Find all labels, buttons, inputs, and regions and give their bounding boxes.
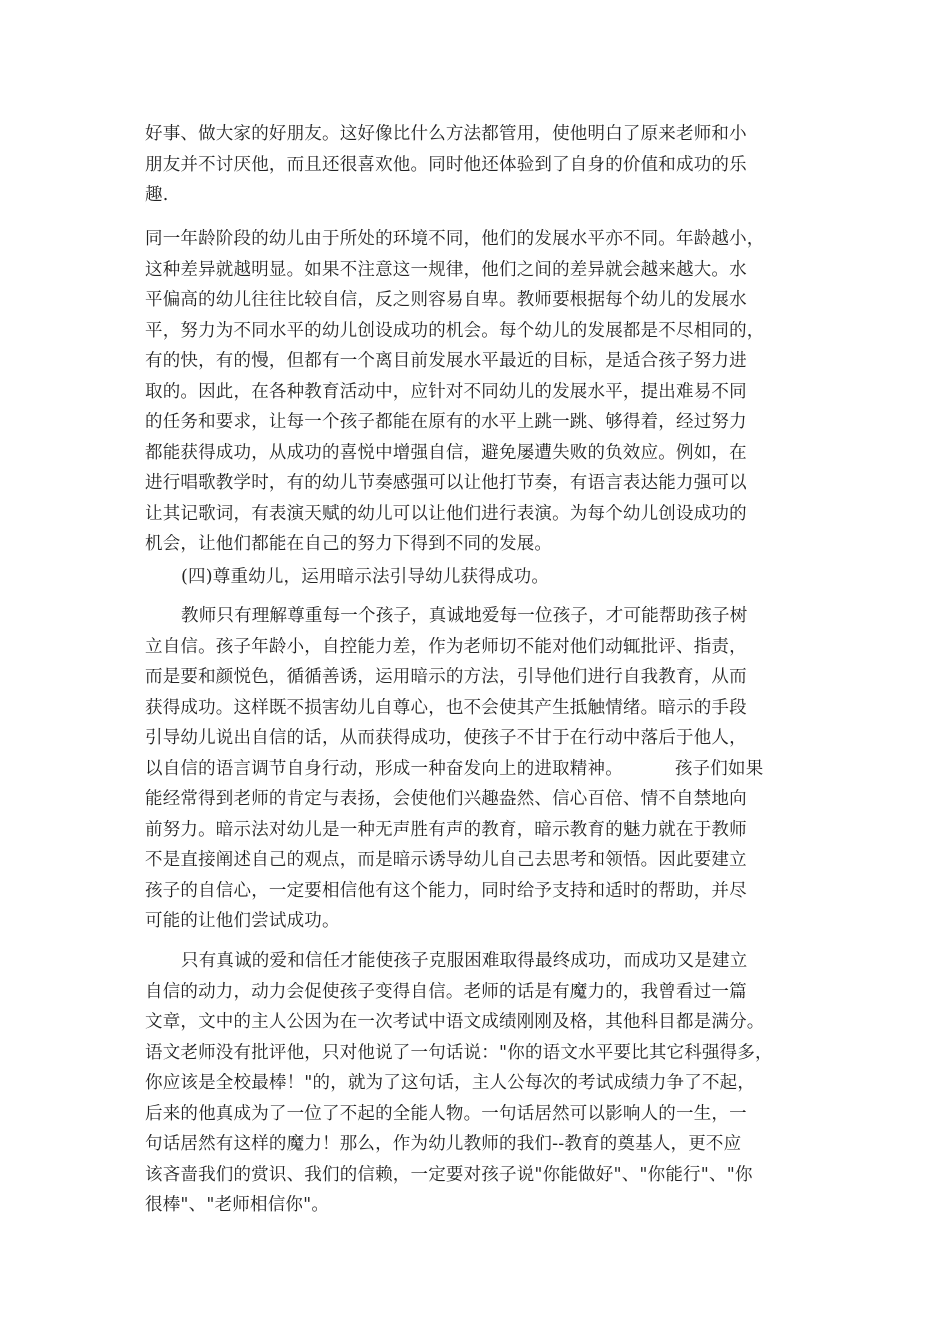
text-line: 进行唱歌教学时，有的幼儿节奏感强可以让他打节奏，有语言表达能力强可以 (145, 473, 747, 493)
text-line: 的任务和要求，让每一个孩子都能在原有的水平上跳一跳、够得着，经过努力 (145, 412, 747, 432)
text-line: 平，努力为不同水平的幼儿创设成功的机会。每个幼儿的发展都是不尽相同的， (145, 320, 765, 341)
text-line: 能经常得到老师的肯定与表扬，会使他们兴趣盎然、信心百倍、情不自禁地向 (145, 789, 747, 809)
text-line: 让其记歌词，有表演天赋的幼儿可以让他们进行表演。为每个幼儿创设成功的 (145, 503, 747, 524)
text-line: 立自信。孩子年龄小，自控能力差，作为老师切不能对他们动辄批评、指责， (145, 636, 747, 657)
text-line: 获得成功。这样既不损害幼儿自尊心，也不会使其产生抵触情绪。暗示的手段 (145, 697, 747, 718)
text-line: 自信的动力，动力会促使孩子变得自信。老师的话是有魔力的，我曾看过一篇 (145, 981, 747, 1002)
text-line: 趣. (145, 185, 169, 205)
text-line: 好事、做大家的好朋友。这好像比什么方法都管用，使他明白了原来老师和小 (145, 124, 747, 144)
paragraph-1 (145, 119, 805, 211)
text-line: 不是直接阐述自己的观点，而是暗示诱导幼儿自己去思考和领悟。因此要建立 (145, 850, 747, 870)
text-line-with-gap (145, 754, 805, 785)
text-line: 这种差异就越明显。如果不注意这一规律，他们之间的差异就会越来越大。水 (145, 259, 747, 280)
text-line: 平偏高的幼儿往往比较自信，反之则容易自卑。教师要根据每个幼儿的发展水 (145, 290, 747, 310)
paragraph-2 (145, 224, 805, 560)
section-heading: (四)尊重幼儿，运用暗示法引导幼儿获得成功。 (181, 567, 550, 587)
text-segment: 以自信的语言调节自身行动，形成一种奋发向上的进取精神。 (145, 758, 623, 779)
text-line: 很棒"、"老师相信你"。 (145, 1195, 330, 1215)
text-line: 前努力。暗示法对幼儿是一种无声胜有声的教育，暗示教育的魅力就在于教师 (145, 819, 747, 840)
text-line: 句话居然有这样的魔力！那么，作为幼儿教师的我们--教育的奠基人，更不应 (145, 1134, 742, 1154)
paragraph-5 (145, 946, 805, 1221)
text-line: 孩子的自信心，一定要相信他有这个能力，同时给予支持和适时的帮助，并尽 (145, 880, 747, 901)
text-line: 可能的让他们尝试成功。 (145, 911, 340, 931)
section-heading-paragraph (145, 562, 805, 593)
text-line: 而是要和颜悦色，循循善诱，运用暗示的方法，引导他们进行自我教育，从而 (145, 667, 747, 687)
text-line: 机会，让他们都能在自己的努力下得到不同的发展。 (145, 534, 553, 554)
text-line: 语文老师没有批评他，只对他说了一句话说："你的语文水平要比其它科强得多， (145, 1042, 773, 1063)
paragraph-4 (145, 601, 805, 937)
text-line: 都能获得成功，从成功的喜悦中增强自信，避免屡遭失败的负效应。例如，在 (145, 442, 747, 463)
text-line: 后来的他真成为了一位了不起的全能人物。一句话居然可以影响人的一生，一 (145, 1103, 747, 1124)
text-line: 你应该是全校最棒！"的，就为了这句话，主人公每次的考试成绩力争了不起， (145, 1073, 756, 1093)
text-line: 引导幼儿说出自信的话，从而获得成功，使孩子不甘于在行动中落后于他人， (145, 728, 747, 748)
text-line: 文章，文中的主人公因为在一次考试中语文成绩刚刚及格，其他科目都是满分。 (145, 1012, 765, 1032)
text-line: 教师只有理解尊重每一个孩子，真诚地爱每一位孩子，才可能帮助孩子树 (181, 606, 748, 626)
text-line: 有的快，有的慢，但都有一个离目前发展水平最近的目标，是适合孩子努力进 (145, 351, 747, 371)
text-line: 该吝啬我们的赏识、我们的信赖，一定要对孩子说"你能做好"、"你能行"、"你 (145, 1164, 753, 1185)
text-line: 朋友并不讨厌他，而且还很喜欢他。同时他还体验到了自身的价值和成功的乐 (145, 154, 747, 175)
text-line: 只有真诚的爱和信任才能使孩子克服困难取得最终成功，而成功又是建立 (181, 951, 748, 971)
text-line: 同一年龄阶段的幼儿由于所处的环境不同，他们的发展水平亦不同。年龄越小， (145, 229, 765, 249)
text-segment: 孩子们如果 (674, 758, 764, 779)
text-line: 取的。因此，在各种教育活动中，应针对不同幼儿的发展水平，提出难易不同 (145, 381, 747, 402)
